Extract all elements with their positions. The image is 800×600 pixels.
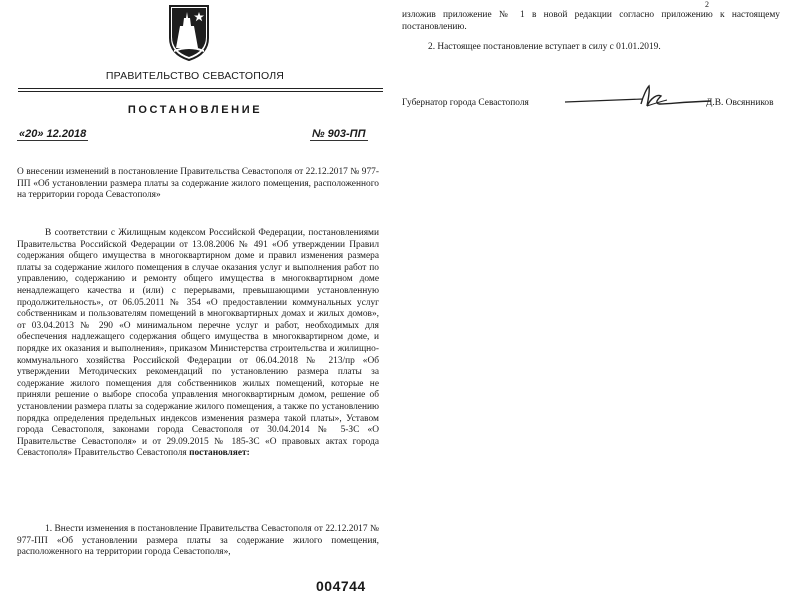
resolution-item-1 <box>17 524 379 559</box>
handwritten-signature-icon <box>563 82 713 114</box>
document-number <box>310 128 368 140</box>
government-name: ПРАВИТЕЛЬСТВО СЕВАСТОПОЛЯ <box>105 70 285 82</box>
document-date <box>17 128 88 140</box>
resolution-item-1-continuation: изложив приложение № 1 в новой редакции согласно приложению к настоящему постановлению. <box>402 10 780 32</box>
header-divider <box>18 88 383 89</box>
document-body <box>17 228 379 460</box>
document-subject: О внесении изменений в постановление Правительства Севастополя от 22.12.2017 № 977-ПП «Об установлении размера платы за содержание жилого помещения, расположенного на территории города Севастополя» <box>17 167 379 201</box>
serial-number: 004744 <box>316 578 366 594</box>
page-two <box>400 0 800 600</box>
document-type-title: ПОСТАНОВЛЕНИЕ <box>127 104 263 116</box>
resolution-item-2 <box>402 42 780 54</box>
resolution-item-2-text: 2. Настоящее постановление вступает в силу с 01.01.2019. <box>428 42 661 52</box>
sevastopol-coat-of-arms-icon <box>168 4 210 62</box>
document-number-value: № 903-ПП <box>312 128 366 140</box>
document-date-value: «20» 12.2018 <box>19 128 87 140</box>
page-number: 2 <box>705 0 709 9</box>
body-preamble: В соответствии с Жилищным кодексом Российской Федерации, постановлениями Правительства Российской Федерации от 13.08.2006 № 491 «Об утверждении Правил содержания общего имущества в многоквартирном доме и правил изменения размера платы за содержание жилого помещения в случае оказания услуг и выполнения работ по управлению, содержанию и ремонту общего имущества в многоквартирном доме ненадлежащего качества и (или) с перерывами, превышающими установленную продолжительность», от 06.05.2011 № 354 «О предоставлении коммунальных услуг собственникам и пользователям помещений в многоквартирных домах и жилых домов», от 03.04.2013 № 290 «О минимальном перечне услуг и работ, необходимых для обеспечения надлежащего содержания общего имущества в многоквартирном доме, и порядке их оказания и выполнения», приказом Министерства строительства и жилищно-коммунального хозяйства Российской Федерации от 06.04.2018 № 213/пр «Об утверждении Методических рекомендаций по установлению размера платы за содержание жилого помещения для собственников жилых помещений, которые не приняли решение о выборе способа управления многоквартирным домом, решение об установлении размера платы за содержание жилого помещения, а также по установлению порядка определения предельных индексов изменения размера такой платы», Уставом города Севастополя, законами города Севастополя от 30.04.2014 № 5-ЗС «О Правительстве Севастополя» и от 29.09.2015 № 185-ЗС «О правовых актах города Севастополя» Правительство Севастополя <box>17 228 379 459</box>
signature-name: Д.В. Овсянников <box>706 98 774 108</box>
resolution-item-1-text: 1. Внести изменения в постановление Правительства Севастополя от 22.12.2017 № 977-ПП «Об установлении размера платы за содержание жилого помещения, расположенного на территории города Севастополя», <box>17 524 379 558</box>
header-divider-thin <box>18 91 383 92</box>
signature-title: Губернатор города Севастополя <box>402 98 529 108</box>
body-resolves: постановляет: <box>189 448 250 459</box>
